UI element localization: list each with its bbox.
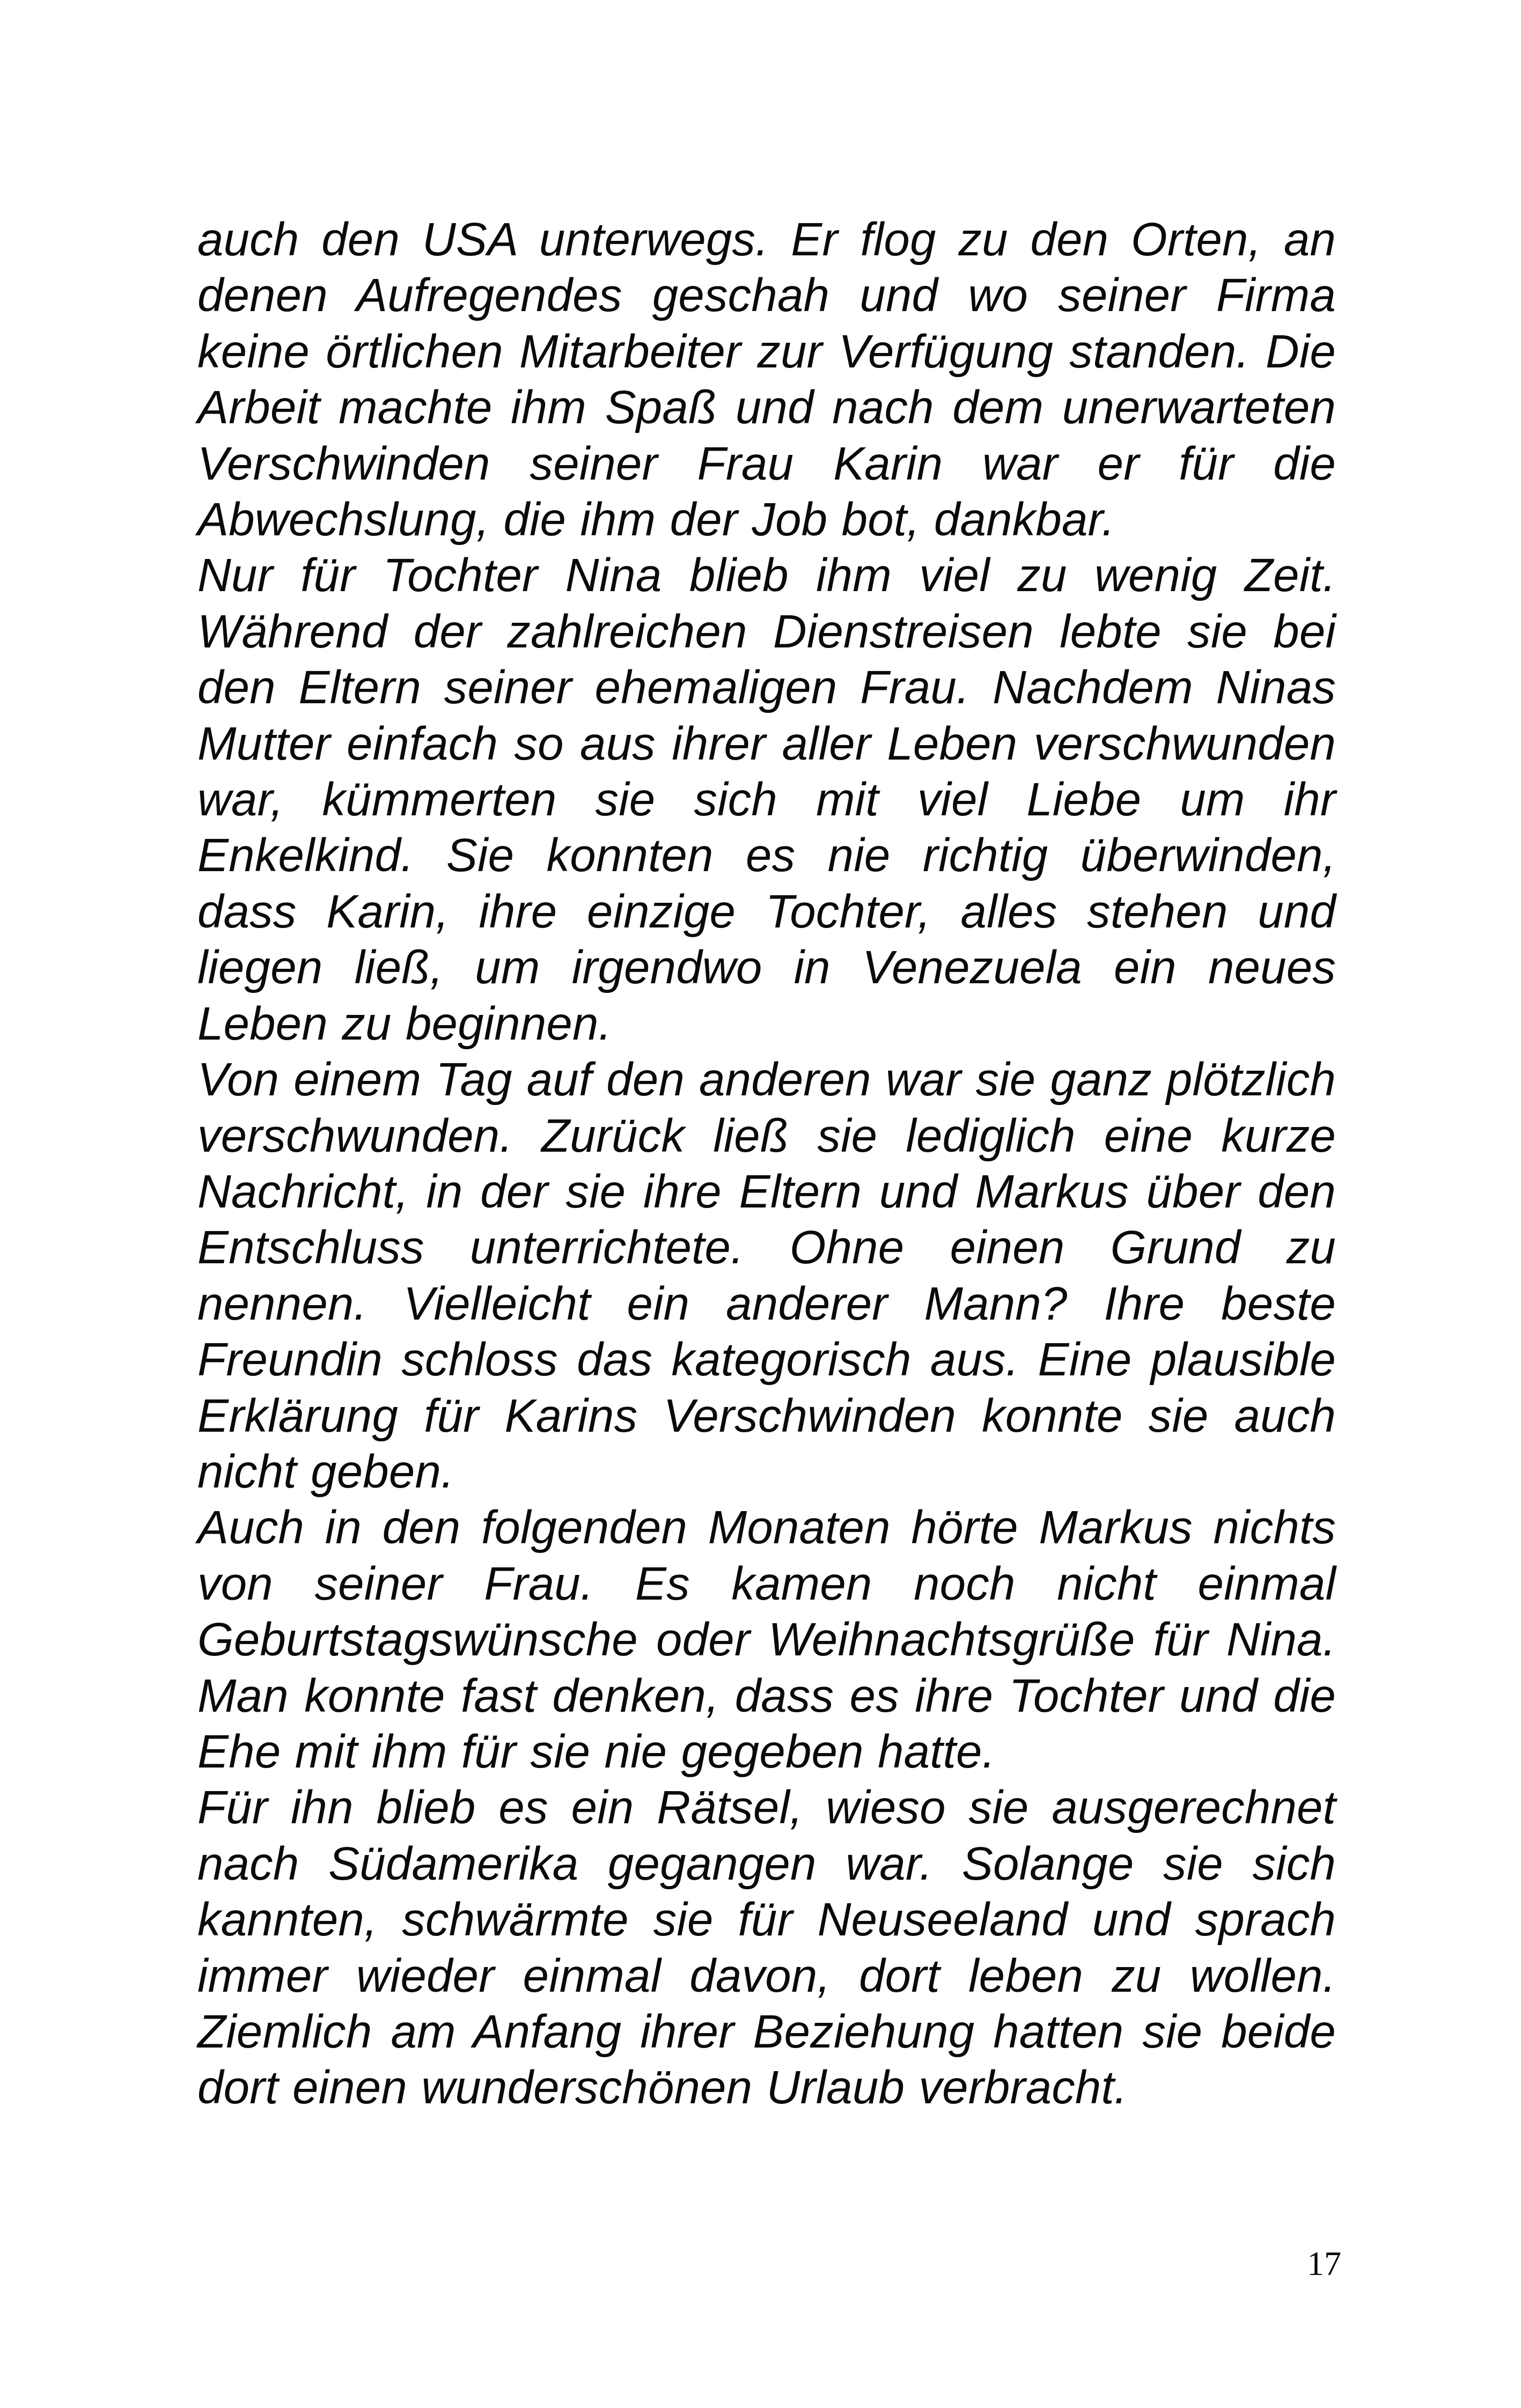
paragraph-4: Auch in den folgenden Monaten hörte Markus nichts von seiner Frau. Es kamen noch nicht einmal Geburtstagswünsche oder Weihnachtsgrüße für Nina. Man konnte fast denken, dass es ihre Tochter und die Ehe mit ihm für sie nie gegeben hatte. <box>197 1501 1336 1778</box>
paragraph-2: Nur für Tochter Nina blieb ihm viel zu wenig Zeit. Während der zahlreichen Dienstreisen lebte sie bei den Eltern seiner ehemaligen Frau. Nachdem Ninas Mutter einfach so aus ihrer aller Leben verschwunden war, kümmerten sie sich mit viel Liebe um ihr Enkelkind. Sie konnten es nie richtig überwinden, dass Karin, ihre einzige Tochter, alles stehen und liegen ließ, um irgendwo in Venezuela ein neues Leben zu beginnen. <box>197 549 1336 1050</box>
paragraph-3: Von einem Tag auf den anderen war sie ganz plötzlich verschwunden. Zurück ließ sie lediglich eine kurze Nachricht, in der sie ihre Eltern und Markus über den Entschluss unterrichtete. Ohne einen Grund zu nennen. Vielleicht ein anderer Mann? Ihre beste Freundin schloss das kategorisch aus. Eine plausible Erklärung für Karins Verschwinden konnte sie auch nicht geben. <box>197 1054 1336 1498</box>
page-number: 17 <box>1307 2244 1341 2282</box>
paragraph-1: auch den USA unterwegs. Er flog zu den Orten, an denen Aufregendes geschah und wo seiner Firma keine örtlichen Mitarbeiter zur Verfügung standen. Die Arbeit machte ihm Spaß und nach dem unerwarteten Verschwinden seiner Frau Karin war er für die Abwechslung, die ihm der Job bot, dankbar. <box>197 213 1336 546</box>
body-text <box>197 212 1336 2116</box>
paragraph-5: Für ihn blieb es ein Rätsel, wieso sie ausgerechnet nach Südamerika gegangen war. Solange sie sich kannten, schwärmte sie für Neuseeland und sprach immer wieder einmal davon, dort leben zu wollen. Ziemlich am Anfang ihrer Beziehung hatten sie beide dort einen wunderschönen Urlaub verbracht. <box>197 1781 1336 2114</box>
